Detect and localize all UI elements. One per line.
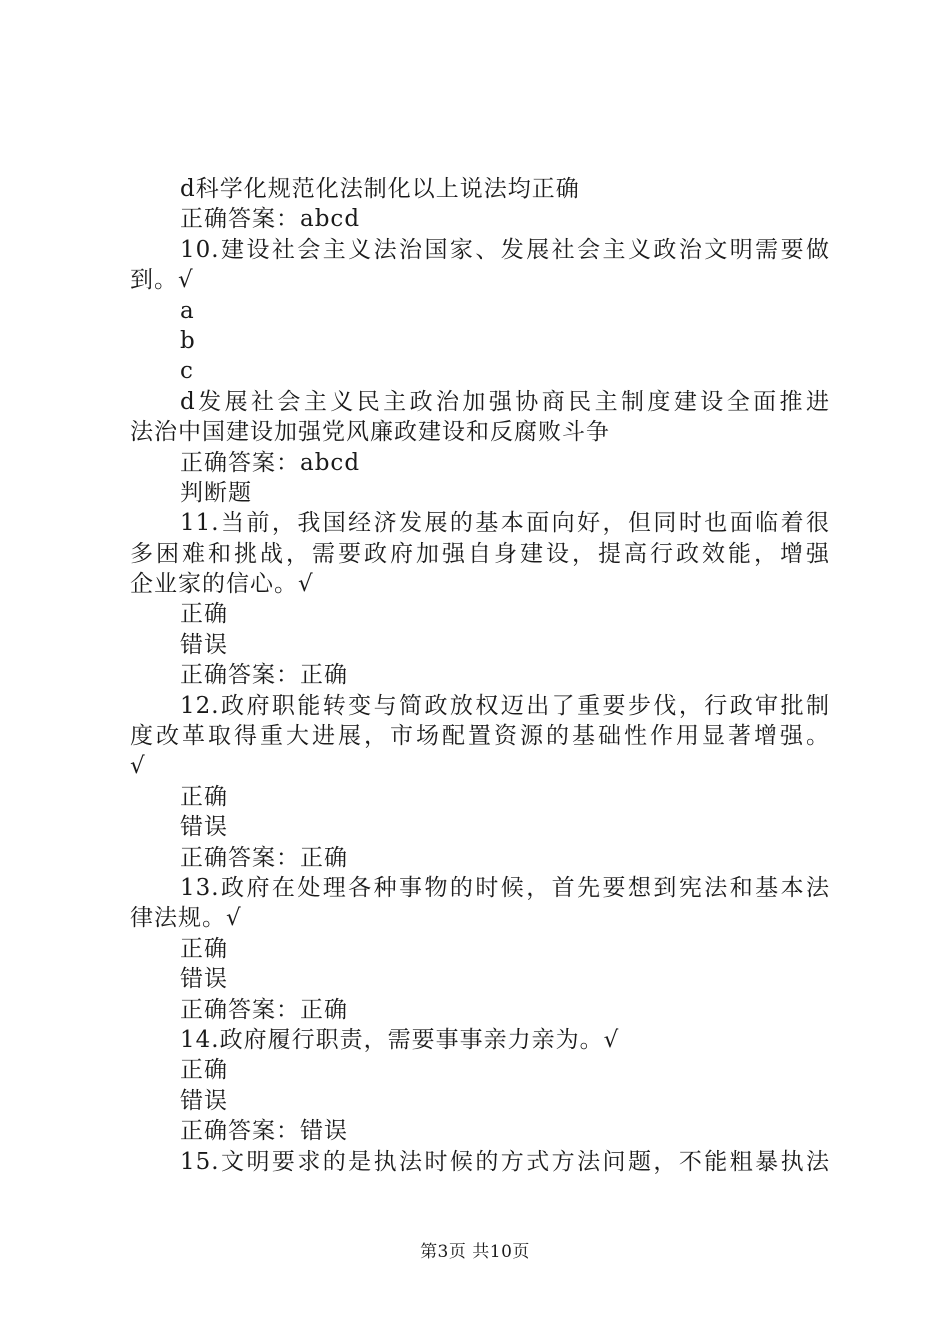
text-line: 正确答案：正确 — [180, 996, 348, 1023]
text-line: 12.政府职能转变与简政放权迈出了重要步伐，行政审批制 — [180, 692, 830, 719]
text-line: 正确答案：错误 — [180, 1118, 348, 1145]
text-line: 正确 — [180, 1057, 228, 1084]
text-line: √ — [130, 753, 146, 780]
text-line: 正确答案：正确 — [180, 662, 348, 689]
text-line: 13.政府在处理各种事物的时候，首先要想到宪法和基本法 — [180, 874, 830, 901]
text-line: 10.建设社会主义法治国家、发展社会主义政治文明需要做 — [180, 236, 830, 263]
text-line: 11.当前，我国经济发展的基本面向好，但同时也面临着很 — [180, 510, 830, 537]
text-line: b — [180, 327, 196, 354]
document-body — [130, 174, 830, 1177]
text-line: 正确 — [180, 601, 228, 628]
text-line: 正确答案：abcd — [180, 449, 361, 476]
text-line: 正确答案：正确 — [180, 844, 348, 871]
text-line: 多困难和挑战，需要政府加强自身建设，提高行政效能，增强 — [130, 540, 830, 567]
text-line: 15.文明要求的是执法时候的方式方法问题，不能粗暴执法 — [180, 1148, 830, 1175]
text-line: 企业家的信心。√ — [130, 571, 314, 598]
text-line: 错误 — [180, 631, 228, 658]
text-line: c — [180, 358, 194, 385]
text-line: d发展社会主义民主政治加强协商民主制度建设全面推进 — [180, 388, 830, 415]
text-line: 正确答案：abcd — [180, 206, 361, 233]
text-line: 度改革取得重大进展，市场配置资源的基础性作用显著增强。 — [130, 723, 830, 750]
text-line: 错误 — [180, 1087, 228, 1114]
text-line: 错误 — [180, 814, 228, 841]
page-footer: 第3页 共10页 — [420, 1242, 530, 1262]
text-line: 14.政府履行职责，需要事事亲力亲为。√ — [180, 1026, 620, 1053]
text-line: 正确 — [180, 783, 228, 810]
text-line: 法治中国建设加强党风廉政建设和反腐败斗争 — [130, 419, 610, 446]
text-line: 判断题 — [180, 479, 252, 506]
text-line: 到。√ — [130, 267, 194, 294]
text-line: 正确 — [180, 935, 228, 962]
text-line: d科学化规范化法制化以上说法均正确 — [180, 176, 580, 202]
text-line: a — [180, 297, 195, 324]
text-line: 律法规。√ — [130, 905, 242, 932]
text-line: 错误 — [180, 966, 228, 993]
